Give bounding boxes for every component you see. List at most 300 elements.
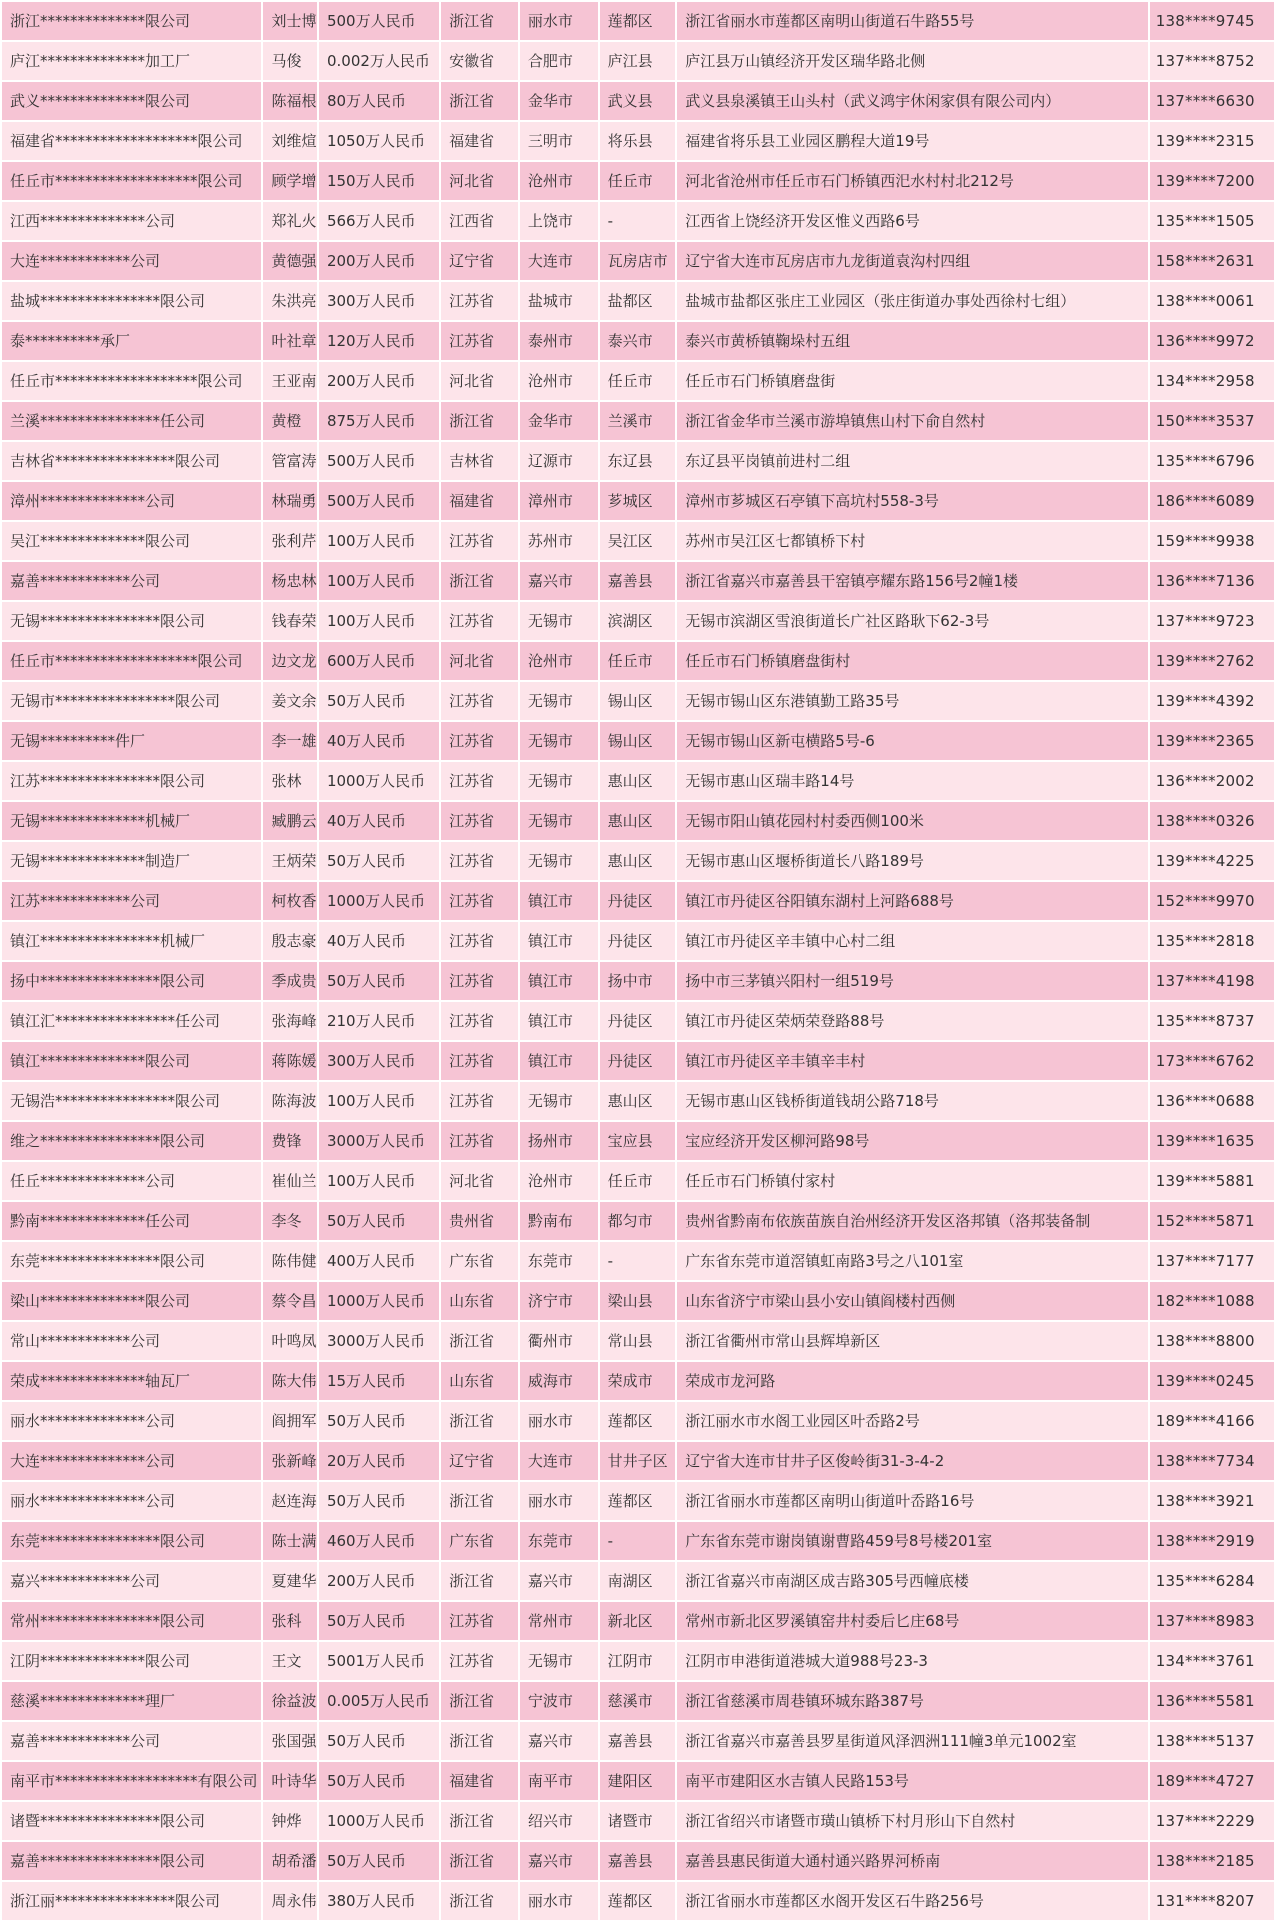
cell-province: 江苏省 (441, 882, 518, 920)
cell-phone: 139****0245 (1150, 1362, 1274, 1400)
table-row (2, 1122, 1274, 1160)
table-row (2, 1682, 1274, 1720)
cell-province: 浙江省 (441, 1842, 518, 1880)
cell-company: 吴江**************限公司 (2, 522, 261, 560)
cell-person: 陈海波 (263, 1082, 317, 1120)
cell-phone: 139****2365 (1150, 722, 1274, 760)
cell-city: 无锡市 (520, 602, 598, 640)
cell-district: 惠山区 (600, 762, 676, 800)
cell-address: 无锡市惠山区瑞丰路14号 (677, 762, 1147, 800)
cell-capital: 50万人民币 (319, 1842, 439, 1880)
cell-address: 任丘市石门桥镇磨盘街 (677, 362, 1147, 400)
cell-province: 贵州省 (441, 1202, 518, 1240)
cell-phone: 135****2818 (1150, 922, 1274, 960)
cell-province: 江苏省 (441, 802, 518, 840)
cell-phone: 138****3921 (1150, 1482, 1274, 1520)
table-row (2, 562, 1274, 600)
cell-district: 建阳区 (600, 1762, 676, 1800)
table-row (2, 482, 1274, 520)
cell-phone: 138****8800 (1150, 1322, 1274, 1360)
cell-address: 福建省将乐县工业园区鹏程大道19号 (677, 122, 1147, 160)
cell-province: 广东省 (441, 1242, 518, 1280)
cell-company: 武义**************限公司 (2, 82, 261, 120)
table-row (2, 1042, 1274, 1080)
cell-city: 大连市 (520, 1442, 598, 1480)
cell-province: 浙江省 (441, 82, 518, 120)
cell-address: 江西省上饶经济开发区惟义西路6号 (677, 202, 1147, 240)
cell-company: 江阴**************限公司 (2, 1642, 261, 1680)
cell-district: 任丘市 (600, 362, 676, 400)
table-row (2, 1562, 1274, 1600)
cell-capital: 500万人民币 (319, 482, 439, 520)
cell-person: 张科 (263, 1602, 317, 1640)
cell-province: 江苏省 (441, 602, 518, 640)
cell-phone: 137****9723 (1150, 602, 1274, 640)
cell-address: 任丘市石门桥镇磨盘街村 (677, 642, 1147, 680)
table-row (2, 162, 1274, 200)
cell-district: 惠山区 (600, 1082, 676, 1120)
cell-province: 江苏省 (441, 682, 518, 720)
table-row (2, 1362, 1274, 1400)
cell-capital: 500万人民币 (319, 2, 439, 40)
cell-address: 镇江市丹徒区辛丰镇中心村二组 (677, 922, 1147, 960)
cell-city: 常州市 (520, 1602, 598, 1640)
cell-city: 东莞市 (520, 1242, 598, 1280)
cell-province: 江苏省 (441, 522, 518, 560)
cell-person: 叶社章 (263, 322, 317, 360)
cell-company: 大连**************公司 (2, 1442, 261, 1480)
cell-city: 镇江市 (520, 1042, 598, 1080)
cell-capital: 50万人民币 (319, 1602, 439, 1640)
cell-capital: 50万人民币 (319, 1402, 439, 1440)
cell-phone: 136****2002 (1150, 762, 1274, 800)
cell-address: 辽宁省大连市甘井子区俊岭街31-3-4-2 (677, 1442, 1147, 1480)
cell-city: 无锡市 (520, 682, 598, 720)
cell-address: 浙江省嘉兴市嘉善县罗星街道风泽泗洲111幢3单元1002室 (677, 1722, 1147, 1760)
cell-district: 锡山区 (600, 722, 676, 760)
cell-capital: 100万人民币 (319, 1162, 439, 1200)
cell-phone: 138****7734 (1150, 1442, 1274, 1480)
cell-person: 胡希潘 (263, 1842, 317, 1880)
cell-district: - (600, 202, 676, 240)
table-row (2, 1642, 1274, 1680)
cell-capital: 1000万人民币 (319, 882, 439, 920)
cell-company: 盐城****************限公司 (2, 282, 261, 320)
cell-company: 漳州**************公司 (2, 482, 261, 520)
cell-capital: 100万人民币 (319, 602, 439, 640)
cell-province: 浙江省 (441, 1402, 518, 1440)
cell-capital: 50万人民币 (319, 1482, 439, 1520)
cell-capital: 40万人民币 (319, 802, 439, 840)
table-row (2, 682, 1274, 720)
cell-capital: 40万人民币 (319, 922, 439, 960)
cell-phone: 138****2919 (1150, 1522, 1274, 1560)
cell-company: 南平市*******************有限公司 (2, 1762, 261, 1800)
table-row (2, 282, 1274, 320)
cell-city: 镇江市 (520, 882, 598, 920)
cell-phone: 186****6089 (1150, 482, 1274, 520)
cell-person: 李冬 (263, 1202, 317, 1240)
cell-city: 无锡市 (520, 1642, 598, 1680)
cell-phone: 137****7177 (1150, 1242, 1274, 1280)
cell-district: 都匀市 (600, 1202, 676, 1240)
cell-person: 姜文余 (263, 682, 317, 720)
cell-district: 丹徒区 (600, 1002, 676, 1040)
cell-address: 贵州省黔南布依族苗族自治州经济开发区洛邦镇（洛邦装备制 (677, 1202, 1147, 1240)
cell-province: 福建省 (441, 122, 518, 160)
table-row (2, 1002, 1274, 1040)
cell-city: 镇江市 (520, 922, 598, 960)
table-row (2, 242, 1274, 280)
cell-person: 王炳荣 (263, 842, 317, 880)
table-row (2, 322, 1274, 360)
cell-district: 甘井子区 (600, 1442, 676, 1480)
cell-address: 浙江省嘉兴市南湖区成吉路305号西幢底楼 (677, 1562, 1147, 1600)
cell-person: 蒋陈媛 (263, 1042, 317, 1080)
cell-city: 镇江市 (520, 1002, 598, 1040)
cell-province: 江苏省 (441, 922, 518, 960)
cell-province: 辽宁省 (441, 242, 518, 280)
cell-phone: 137****6630 (1150, 82, 1274, 120)
cell-city: 南平市 (520, 1762, 598, 1800)
cell-district: 莲都区 (600, 1482, 676, 1520)
cell-company: 镇江汇****************任公司 (2, 1002, 261, 1040)
cell-district: 任丘市 (600, 642, 676, 680)
cell-city: 金华市 (520, 402, 598, 440)
cell-province: 浙江省 (441, 1562, 518, 1600)
cell-city: 宁波市 (520, 1682, 598, 1720)
cell-company: 慈溪**************理厂 (2, 1682, 261, 1720)
table-row (2, 1322, 1274, 1360)
cell-company: 兰溪****************任公司 (2, 402, 261, 440)
cell-city: 上饶市 (520, 202, 598, 240)
cell-company: 大连************公司 (2, 242, 261, 280)
cell-province: 江苏省 (441, 322, 518, 360)
table-row (2, 1282, 1274, 1320)
cell-person: 张海峰 (263, 1002, 317, 1040)
cell-company: 吉林省****************限公司 (2, 442, 261, 480)
table-row (2, 442, 1274, 480)
cell-address: 浙江省丽水市莲都区南明山街道叶岙路16号 (677, 1482, 1147, 1520)
cell-city: 盐城市 (520, 282, 598, 320)
cell-city: 苏州市 (520, 522, 598, 560)
cell-city: 嘉兴市 (520, 1562, 598, 1600)
cell-district: 惠山区 (600, 802, 676, 840)
cell-company: 任丘市*******************限公司 (2, 362, 261, 400)
cell-city: 镇江市 (520, 962, 598, 1000)
cell-capital: 1000万人民币 (319, 1282, 439, 1320)
cell-province: 江苏省 (441, 842, 518, 880)
cell-address: 无锡市惠山区钱桥街道钱胡公路718号 (677, 1082, 1147, 1120)
cell-city: 丽水市 (520, 1402, 598, 1440)
cell-company: 无锡**************制造厂 (2, 842, 261, 880)
cell-address: 扬中市三茅镇兴阳村一组519号 (677, 962, 1147, 1000)
table-row (2, 882, 1274, 920)
cell-person: 王亚南 (263, 362, 317, 400)
cell-person: 钟烨 (263, 1802, 317, 1840)
cell-person: 李一雄 (263, 722, 317, 760)
cell-company: 无锡****************限公司 (2, 602, 261, 640)
cell-phone: 137****2229 (1150, 1802, 1274, 1840)
cell-phone: 138****2185 (1150, 1842, 1274, 1880)
cell-city: 威海市 (520, 1362, 598, 1400)
cell-capital: 1000万人民币 (319, 762, 439, 800)
cell-capital: 875万人民币 (319, 402, 439, 440)
cell-address: 山东省济宁市梁山县小安山镇阎楼村西侧 (677, 1282, 1147, 1320)
table-row (2, 1162, 1274, 1200)
cell-province: 浙江省 (441, 1682, 518, 1720)
cell-person: 殷志豪 (263, 922, 317, 960)
cell-province: 江苏省 (441, 762, 518, 800)
cell-company: 常州****************限公司 (2, 1602, 261, 1640)
cell-province: 浙江省 (441, 1482, 518, 1520)
cell-address: 常州市新北区罗溪镇窑井村委后匕庄68号 (677, 1602, 1147, 1640)
cell-city: 丽水市 (520, 1482, 598, 1520)
cell-province: 辽宁省 (441, 1442, 518, 1480)
table-row (2, 42, 1274, 80)
cell-capital: 15万人民币 (319, 1362, 439, 1400)
cell-capital: 600万人民币 (319, 642, 439, 680)
cell-city: 扬州市 (520, 1122, 598, 1160)
table-row (2, 1402, 1274, 1440)
cell-city: 无锡市 (520, 802, 598, 840)
cell-person: 管富涛 (263, 442, 317, 480)
cell-district: 扬中市 (600, 962, 676, 1000)
table-row (2, 2, 1274, 40)
cell-address: 武义县泉溪镇王山头村（武义鸿宇休闲家俱有限公司内） (677, 82, 1147, 120)
cell-province: 江苏省 (441, 1082, 518, 1120)
cell-city: 无锡市 (520, 762, 598, 800)
cell-district: 滨湖区 (600, 602, 676, 640)
cell-person: 钱春荣 (263, 602, 317, 640)
cell-city: 丽水市 (520, 1882, 598, 1920)
cell-city: 合肥市 (520, 42, 598, 80)
cell-district: 将乐县 (600, 122, 676, 160)
cell-company: 无锡**************机械厂 (2, 802, 261, 840)
cell-company: 任丘**************公司 (2, 1162, 261, 1200)
cell-address: 辽宁省大连市瓦房店市九龙街道袁沟村四组 (677, 242, 1147, 280)
cell-phone: 134****3761 (1150, 1642, 1274, 1680)
cell-capital: 40万人民币 (319, 722, 439, 760)
cell-capital: 100万人民币 (319, 562, 439, 600)
cell-company: 庐江**************加工厂 (2, 42, 261, 80)
cell-district: 莲都区 (600, 1402, 676, 1440)
cell-person: 蔡令昌 (263, 1282, 317, 1320)
cell-company: 镇江**************限公司 (2, 1042, 261, 1080)
cell-city: 黔南布 (520, 1202, 598, 1240)
cell-province: 江苏省 (441, 962, 518, 1000)
cell-company: 镇江****************机械厂 (2, 922, 261, 960)
cell-city: 东莞市 (520, 1522, 598, 1560)
cell-person: 赵连海 (263, 1482, 317, 1520)
cell-phone: 150****3537 (1150, 402, 1274, 440)
cell-address: 镇江市丹徒区荣炳荣登路88号 (677, 1002, 1147, 1040)
cell-district: 嘉善县 (600, 562, 676, 600)
cell-company: 任丘市*******************限公司 (2, 642, 261, 680)
cell-company: 扬中****************限公司 (2, 962, 261, 1000)
cell-district: 丹徒区 (600, 882, 676, 920)
cell-capital: 20万人民币 (319, 1442, 439, 1480)
cell-company: 东莞****************限公司 (2, 1522, 261, 1560)
cell-company: 浙江丽****************限公司 (2, 1882, 261, 1920)
cell-city: 丽水市 (520, 2, 598, 40)
cell-phone: 135****8737 (1150, 1002, 1274, 1040)
cell-phone: 152****5871 (1150, 1202, 1274, 1240)
cell-company: 无锡**********件厂 (2, 722, 261, 760)
cell-capital: 210万人民币 (319, 1002, 439, 1040)
table-row (2, 962, 1274, 1000)
cell-address: 广东省东莞市谢岗镇谢曹路459号8号楼201室 (677, 1522, 1147, 1560)
cell-person: 边文龙 (263, 642, 317, 680)
cell-district: 南湖区 (600, 1562, 676, 1600)
cell-phone: 137****8752 (1150, 42, 1274, 80)
cell-phone: 152****9970 (1150, 882, 1274, 920)
cell-capital: 150万人民币 (319, 162, 439, 200)
cell-person: 柯枚香 (263, 882, 317, 920)
cell-province: 江苏省 (441, 1002, 518, 1040)
cell-company: 东莞****************限公司 (2, 1242, 261, 1280)
cell-address: 浙江省嘉兴市嘉善县干窑镇亭耀东路156号2幢1楼 (677, 562, 1147, 600)
cell-district: 慈溪市 (600, 1682, 676, 1720)
cell-province: 浙江省 (441, 1802, 518, 1840)
cell-address: 河北省沧州市任丘市石门桥镇西汜水村村北212号 (677, 162, 1147, 200)
cell-district: 江阴市 (600, 1642, 676, 1680)
cell-address: 苏州市吴江区七都镇桥下村 (677, 522, 1147, 560)
cell-address: 任丘市石门桥镇付家村 (677, 1162, 1147, 1200)
cell-address: 泰兴市黄桥镇鞠垛村五组 (677, 322, 1147, 360)
cell-person: 张新峰 (263, 1442, 317, 1480)
cell-city: 漳州市 (520, 482, 598, 520)
table-row (2, 842, 1274, 880)
cell-person: 林瑞勇 (263, 482, 317, 520)
cell-province: 河北省 (441, 162, 518, 200)
cell-capital: 200万人民币 (319, 242, 439, 280)
cell-company: 无锡市****************限公司 (2, 682, 261, 720)
cell-address: 无锡市惠山区堰桥街道长八路189号 (677, 842, 1147, 880)
table-row (2, 202, 1274, 240)
cell-company: 丽水**************公司 (2, 1402, 261, 1440)
cell-province: 浙江省 (441, 1882, 518, 1920)
table-row (2, 522, 1274, 560)
cell-district: 芗城区 (600, 482, 676, 520)
cell-city: 衢州市 (520, 1322, 598, 1360)
cell-district: 新北区 (600, 1602, 676, 1640)
cell-company: 福建省*******************限公司 (2, 122, 261, 160)
cell-company: 泰**********承厂 (2, 322, 261, 360)
cell-city: 沧州市 (520, 642, 598, 680)
cell-city: 大连市 (520, 242, 598, 280)
cell-district: 泰兴市 (600, 322, 676, 360)
cell-district: 东辽县 (600, 442, 676, 480)
cell-capital: 1000万人民币 (319, 1802, 439, 1840)
cell-capital: 50万人民币 (319, 1722, 439, 1760)
cell-province: 江西省 (441, 202, 518, 240)
cell-person: 郑礼火 (263, 202, 317, 240)
table-row (2, 1522, 1274, 1560)
cell-person: 马俊 (263, 42, 317, 80)
cell-province: 江苏省 (441, 1602, 518, 1640)
cell-address: 南平市建阳区水吉镇人民路153号 (677, 1762, 1147, 1800)
cell-capital: 300万人民币 (319, 1042, 439, 1080)
cell-district: 梁山县 (600, 1282, 676, 1320)
cell-capital: 80万人民币 (319, 82, 439, 120)
cell-capital: 120万人民币 (319, 322, 439, 360)
cell-address: 盐城市盐都区张庄工业园区（张庄街道办事处西徐村七组） (677, 282, 1147, 320)
cell-phone: 139****2315 (1150, 122, 1274, 160)
cell-district: 莲都区 (600, 2, 676, 40)
cell-province: 山东省 (441, 1362, 518, 1400)
cell-capital: 1050万人民币 (319, 122, 439, 160)
cell-person: 陈伟健 (263, 1242, 317, 1280)
table-row (2, 1762, 1274, 1800)
cell-capital: 500万人民币 (319, 442, 439, 480)
cell-company: 常山************公司 (2, 1322, 261, 1360)
table-row (2, 642, 1274, 680)
cell-phone: 138****0326 (1150, 802, 1274, 840)
cell-province: 江苏省 (441, 282, 518, 320)
cell-district: 宝应县 (600, 1122, 676, 1160)
cell-company: 维之****************限公司 (2, 1122, 261, 1160)
table-row (2, 1482, 1274, 1520)
cell-city: 沧州市 (520, 362, 598, 400)
cell-person: 徐益波 (263, 1682, 317, 1720)
cell-district: - (600, 1522, 676, 1560)
cell-province: 江苏省 (441, 1042, 518, 1080)
table-row (2, 1722, 1274, 1760)
cell-person: 王文 (263, 1642, 317, 1680)
cell-province: 河北省 (441, 362, 518, 400)
cell-address: 漳州市芗城区石亭镇下高坑村558-3号 (677, 482, 1147, 520)
table-row (2, 1882, 1274, 1920)
cell-province: 河北省 (441, 642, 518, 680)
cell-phone: 135****6284 (1150, 1562, 1274, 1600)
cell-person: 张林 (263, 762, 317, 800)
cell-address: 江阴市申港街道港城大道988号23-3 (677, 1642, 1147, 1680)
cell-person: 阎拥军 (263, 1402, 317, 1440)
cell-phone: 135****6796 (1150, 442, 1274, 480)
cell-capital: 5001万人民币 (319, 1642, 439, 1680)
cell-phone: 138****0061 (1150, 282, 1274, 320)
cell-person: 张利芹 (263, 522, 317, 560)
cell-capital: 200万人民币 (319, 362, 439, 400)
cell-phone: 139****1635 (1150, 1122, 1274, 1160)
cell-company: 黔南**************任公司 (2, 1202, 261, 1240)
cell-company: 嘉兴************公司 (2, 1562, 261, 1600)
table-row (2, 82, 1274, 120)
cell-phone: 135****1505 (1150, 202, 1274, 240)
cell-district: 盐都区 (600, 282, 676, 320)
cell-phone: 158****2631 (1150, 242, 1274, 280)
cell-province: 福建省 (441, 1762, 518, 1800)
table-row (2, 362, 1274, 400)
cell-capital: 3000万人民币 (319, 1322, 439, 1360)
cell-province: 江苏省 (441, 1122, 518, 1160)
cell-company: 浙江**************限公司 (2, 2, 261, 40)
cell-capital: 0.005万人民币 (319, 1682, 439, 1720)
cell-company: 嘉善************公司 (2, 562, 261, 600)
table-row (2, 402, 1274, 440)
table-row (2, 122, 1274, 160)
table-row (2, 922, 1274, 960)
cell-district: 嘉善县 (600, 1722, 676, 1760)
cell-capital: 400万人民币 (319, 1242, 439, 1280)
cell-province: 江苏省 (441, 722, 518, 760)
cell-phone: 137****4198 (1150, 962, 1274, 1000)
table-row (2, 1242, 1274, 1280)
cell-district: 丹徒区 (600, 922, 676, 960)
table-row (2, 722, 1274, 760)
table-row (2, 762, 1274, 800)
